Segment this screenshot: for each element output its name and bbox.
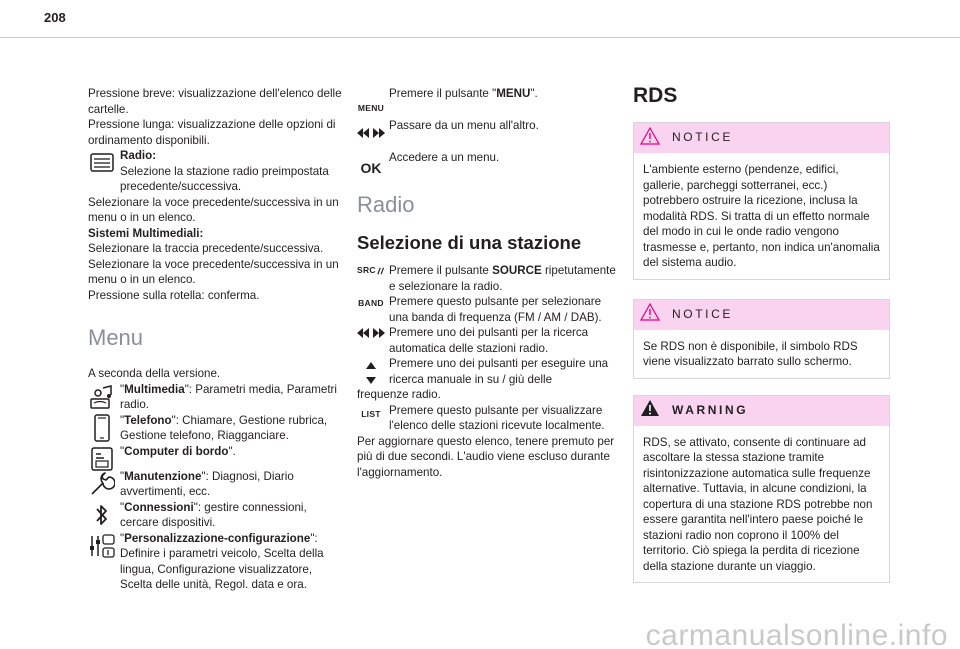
nav-arrows-row — [357, 118, 616, 146]
menu-item-multimedia: "Multimedia": Parametri media, Parametri radio. — [88, 382, 342, 413]
page-number: 208 — [44, 10, 66, 25]
header-rule — [0, 37, 960, 38]
band-key-icon: BAND — [358, 298, 384, 309]
radio-heading: Radio — [357, 192, 415, 217]
notice-triangle-icon — [640, 303, 660, 326]
notice-text-2: Se RDS non è disponibile, il simbolo RDS viene visualizzato barrato sullo schermo. — [643, 339, 858, 368]
multimedia-title: Sistemi Multimediali: — [88, 226, 204, 240]
menu-item-computer: "Computer di bordo". — [88, 444, 342, 460]
personalizzazione-text: Definire i parametri veicolo, Scelta della lingua, Configurazione visualizzatore, Scelta delle unità, Regol. data e ora. — [120, 547, 324, 591]
radio-title: Radio: — [120, 149, 157, 162]
warning-triangle-icon — [640, 399, 660, 422]
multimedia-text-1: Selezionare la traccia precedente/successiva. — [88, 242, 324, 255]
notice-triangle-icon — [640, 127, 660, 150]
warning-label: WARNING — [672, 402, 749, 417]
ok-text: Accedere a un menu. — [389, 151, 500, 164]
list-display-icon — [88, 148, 116, 178]
bluetooth-icon — [88, 500, 116, 530]
notice-box-1 — [633, 122, 890, 280]
band-row — [357, 294, 616, 325]
column-left — [88, 86, 342, 593]
warning-text: RDS, se attivato, consente di continuare ad ascoltare la stessa stazione tramite risintonizzazione automatica sulle frequenze alternative. Tuttavia, in alcune condizioni, la copertura di una stazione RDS potrebbe non essere garantita nell'intero paese poiché le stazioni radio non coprono il 100% del territorio. Ciò spiega la perdita di ricezione della stazione durante un viaggio. — [643, 435, 873, 573]
watermark: carmanualsonline.info — [645, 618, 948, 649]
update-text: Per aggiornare questo elenco, tenere premuto per più di due secondi. L'audio viene escluso durante l'aggiornamento. — [357, 434, 615, 479]
menu-key-icon: MENU — [357, 103, 385, 114]
manual-text-2: frequenze radio. — [357, 388, 441, 401]
radio-item — [88, 148, 342, 226]
phone-icon — [88, 413, 116, 443]
multimedia-text-2: Selezionare la voce precedente/successiva in un menu o in un elenco. — [88, 257, 339, 286]
menu-intro: A seconda della versione. — [88, 367, 221, 380]
radio-text-1: Selezione la stazione radio preimpostata precedente/successiva. — [120, 164, 329, 193]
list-key-icon: LIST — [361, 408, 381, 419]
notice-box-2 — [633, 299, 890, 379]
notice-label: NOTICE — [672, 130, 733, 145]
band-text: Premere questo pulsante per selezionare una banda di frequenza (FM / AM / DAB). — [389, 295, 602, 324]
menu-item-manutenzione: "Manutenzione": Diagnosi, Diario avvertimenti, ecc. — [88, 469, 342, 500]
wrench-icon — [88, 469, 116, 499]
nav-text: Passare da un menu all'altro. — [389, 119, 539, 132]
notice-label: NOTICE — [672, 306, 733, 321]
menu-item-telefono: "Telefono": Chiamare, Gestione rubrica, Gestione telefono, Riagganciare. — [88, 413, 342, 444]
menu-heading: Menu — [88, 325, 144, 350]
src-key-icon: SRC — [357, 263, 385, 279]
multimedia-text-3: Pressione sulla rotella: conferma. — [88, 288, 260, 302]
intro-long-press: Pressione lunga: visualizzazione delle opzioni di ordinamento disponibili. — [88, 118, 336, 147]
menu-item-personalizzazione: "Personalizzazione-configurazione": Definire i parametri veicolo, Scelta della lingua, Configurazione visualizzatore, Scelta delle unità, Regol. data e ora. — [88, 531, 342, 593]
source-row: SRC Premere il pulsante SOURCE ripetutamente e selezionare la radio. — [357, 264, 616, 293]
menu-item-connessioni: "Connessioni": gestire connessioni, cercare dispositivi. — [88, 500, 342, 531]
manual-row — [357, 356, 616, 403]
list-row — [357, 403, 616, 434]
warning-box — [633, 395, 890, 584]
up-down-arrows-icon — [357, 356, 385, 388]
intro-short-press: Pressione breve: visualizzazione dell'elenco delle cartelle. — [88, 87, 342, 116]
seek-arrows-icon — [357, 325, 385, 341]
column-right — [633, 84, 890, 595]
list-text: Premere questo pulsante per visualizzare l'elenco delle stazioni ricevute localmente. — [389, 403, 605, 432]
radio-text-2: Selezionare la voce precedente/successiva in un menu o in un elenco. — [88, 195, 339, 224]
prev-next-arrows-icon — [357, 124, 385, 142]
column-middle — [357, 86, 616, 480]
ok-row — [357, 150, 616, 178]
manual-text-1: Premere uno dei pulsanti per eseguire una ricerca manuale in su / giù delle — [389, 357, 609, 386]
menu-button-row: MENU Premere il pulsante "MENU". — [357, 86, 616, 114]
seek-text: Premere uno dei pulsanti per la ricerca automatica delle stazioni radio. — [389, 326, 589, 355]
rds-heading: RDS — [633, 84, 678, 107]
selection-heading: Selezione di una stazione — [357, 232, 582, 253]
multimedia-icon — [88, 382, 116, 412]
seek-row — [357, 325, 616, 356]
settings-config-icon — [88, 531, 116, 561]
notice-text-1: L'ambiente esterno (pendenze, edifici, gallerie, parcheggi sotterranei, ecc.) potrebbero ostruire la ricezione, inclusa la modalità RDS. Si tratta di un effetto normale del modo in cui le onde radio vengono trasmesse e, pertanto, non indica un'anomalia del sistema audio. — [643, 163, 880, 269]
ok-key-icon: OK — [360, 160, 382, 177]
